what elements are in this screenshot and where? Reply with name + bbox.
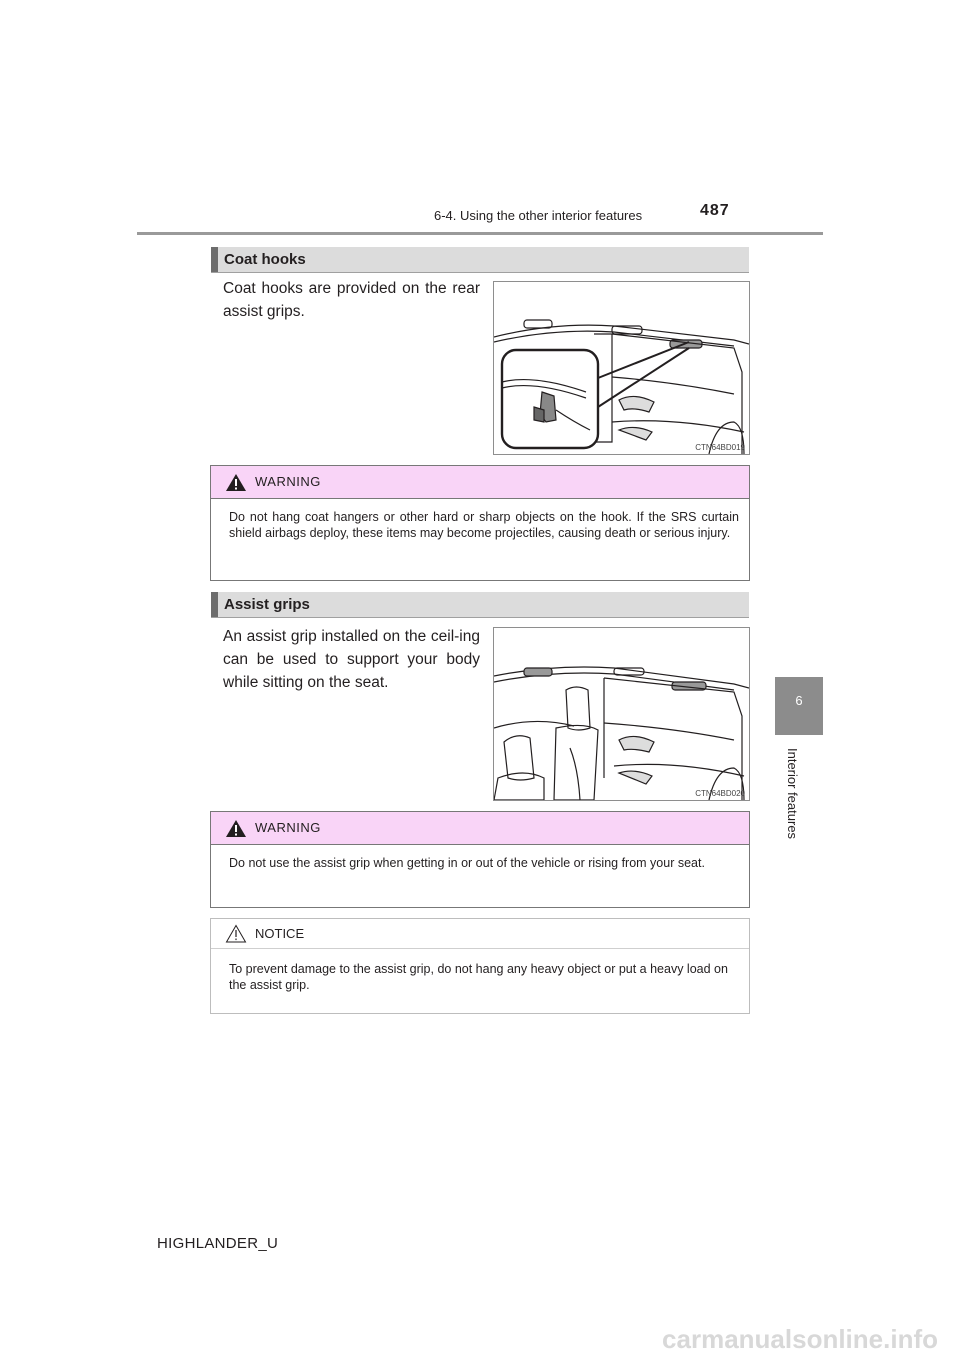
notice-header [211, 919, 749, 949]
coat-hooks-body: Coat hooks are provided on the rear assist grips. [223, 280, 480, 320]
watermark-strip [0, 1318, 960, 1358]
figure-code: CTN64BD020 [695, 789, 745, 798]
assist-grip-figure [493, 627, 750, 801]
warning-header [211, 812, 749, 845]
warning-header [211, 466, 749, 499]
section-title: 6-4. Using the other interior features [434, 208, 643, 223]
notice-text: To prevent damage to the assist grip, do not hang any heavy object or put a heavy load on the assist grip. [229, 962, 728, 992]
warning-label: WARNING [255, 820, 321, 835]
warning-text: Do not hang coat hangers or other hard or sharp objects on the hook. If the SRS curtain shield airbags deploy, these items may become projectiles, causing death or serious injury. [229, 510, 739, 540]
header-rule [137, 232, 823, 235]
heading-bar [211, 247, 218, 272]
heading-bar [211, 592, 218, 617]
watermark-text: carmanualsonline.info [662, 1324, 938, 1354]
assist-grips-heading-text: Assist grips [224, 596, 310, 613]
caution-icon [225, 924, 247, 943]
warning-text: Do not use the assist grip when getting in or out of the vehicle or rising from your seat. [229, 856, 705, 870]
model-footer: HIGHLANDER_U [157, 1235, 279, 1252]
assist-grip-illustration [494, 628, 749, 800]
coat-hooks-warning [210, 465, 750, 581]
page-number: 487 [700, 202, 730, 219]
chapter-name: Interior features [785, 748, 800, 840]
warning-label: WARNING [255, 474, 321, 489]
coat-hooks-heading-text: Coat hooks [224, 251, 306, 268]
assist-grips-warning [210, 811, 750, 908]
assist-grips-body: An assist grip installed on the ceil-ing can be used to support your body while sitting on the seat. [223, 628, 480, 691]
assist-grips-notice [210, 918, 750, 1014]
notice-label: NOTICE [255, 926, 305, 941]
warning-icon [225, 819, 247, 838]
coat-hooks-heading [211, 247, 749, 273]
coat-hook-figure [493, 281, 750, 455]
chapter-number: 6 [795, 693, 803, 708]
assist-grips-heading [211, 592, 749, 618]
warning-icon [225, 473, 247, 492]
figure-code: CTN64BD019 [695, 443, 745, 452]
coat-hook-illustration [494, 282, 749, 454]
